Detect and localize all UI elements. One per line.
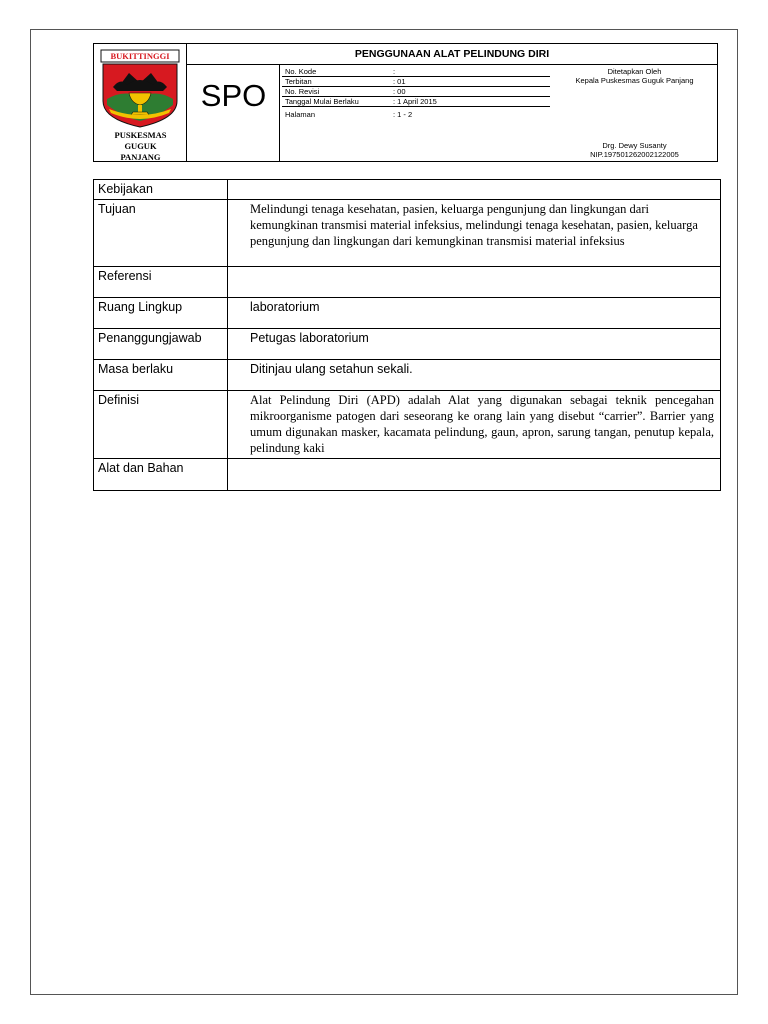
meta-row <box>282 110 550 119</box>
signer-name: Drg. Dewy Susanty <box>602 141 667 150</box>
logo-caption-line: PANJANG <box>120 152 161 162</box>
row-value <box>228 267 721 298</box>
row-label: Definisi <box>94 391 228 459</box>
meta-value: : 00 <box>393 87 406 96</box>
document-title: PENGGUNAAN ALAT PELINDUNG DIRI <box>187 44 717 65</box>
document-meta <box>282 67 550 119</box>
table-row <box>94 180 721 200</box>
row-label: Masa berlaku <box>94 360 228 391</box>
logo-top-text: BUKITTINGGI <box>110 51 170 61</box>
table-row <box>94 267 721 298</box>
meta-row <box>282 77 550 87</box>
row-value <box>228 459 721 491</box>
logo-caption-line: GUGUK <box>124 141 157 151</box>
table-row <box>94 200 721 267</box>
meta-value: : 1 April 2015 <box>393 97 437 106</box>
signature-block <box>552 141 717 159</box>
row-label: Referensi <box>94 267 228 298</box>
approval-block <box>552 67 717 85</box>
row-value: Alat Pelindung Diri (APD) adalah Alat yang digunakan sebagai teknik pencegahan mikroorganisme patogen dari seseorang ke orang lain yang disebut “carrier”. Barrier yang umum digunakan masker, kacamata pelindung, gaun, apron, sarung tangan, penutup kepala, pelindung kaki <box>228 391 721 459</box>
row-label: Tujuan <box>94 200 228 267</box>
table-row <box>94 360 721 391</box>
row-label: Kebijakan <box>94 180 228 200</box>
meta-key: Halaman <box>285 110 316 119</box>
sop-content-table <box>93 179 721 491</box>
meta-row <box>282 97 550 107</box>
logo-caption <box>94 130 187 163</box>
meta-key: No. Revisi <box>285 87 320 96</box>
meta-key: No. Kode <box>285 67 317 76</box>
table-row <box>94 459 721 491</box>
logo-caption-line: PUSKESMAS <box>114 130 167 140</box>
spo-label: SPO <box>200 78 267 113</box>
approval-line: Ditetapkan Oleh <box>607 67 662 76</box>
meta-key: Terbitan <box>285 77 312 86</box>
meta-row <box>282 67 550 77</box>
row-value: Ditinjau ulang setahun sekali. <box>228 360 721 391</box>
meta-row <box>282 87 550 97</box>
table-row <box>94 298 721 329</box>
table-row <box>94 391 721 459</box>
meta-value: : 1 - 2 <box>393 110 413 119</box>
logo-cell <box>94 44 187 161</box>
document-page <box>30 29 738 995</box>
bukittinggi-emblem-icon <box>99 49 181 129</box>
row-label: Alat dan Bahan <box>94 459 228 491</box>
signer-nip: NIP.197501262002122005 <box>590 150 679 159</box>
document-header <box>93 43 718 162</box>
approval-line: Kepala Puskesmas Guguk Panjang <box>575 76 694 85</box>
row-value: Melindungi tenaga kesehatan, pasien, keluarga pengunjung dan lingkungan dari kemungkinan transmisi material infeksius, melindungi tenaga kesehatan, pasien, keluarga pengunjung dan lingkungan dari kemungkinan transmisi material infeksius <box>228 200 721 267</box>
row-value <box>228 180 721 200</box>
row-label: Penanggungjawab <box>94 329 228 360</box>
row-value: Petugas laboratorium <box>228 329 721 360</box>
row-label: Ruang Lingkup <box>94 298 228 329</box>
row-value: laboratorium <box>228 298 721 329</box>
spo-cell <box>187 65 280 161</box>
meta-value: : 01 <box>393 77 406 86</box>
meta-value: : <box>393 67 396 76</box>
meta-key: Tanggal Mulai Berlaku <box>285 97 359 106</box>
table-row <box>94 329 721 360</box>
